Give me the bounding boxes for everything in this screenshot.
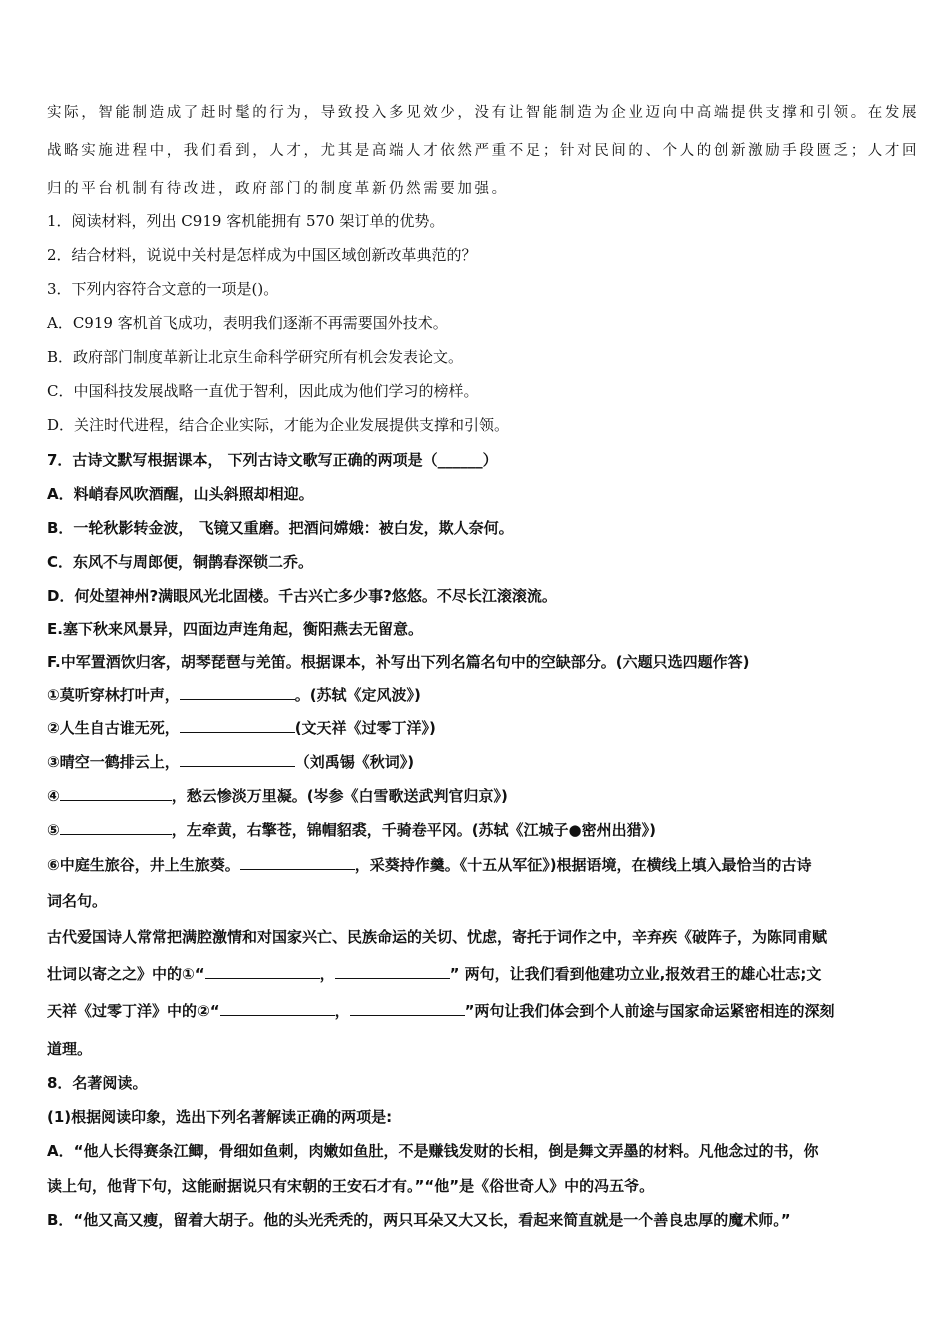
fill-item-5: ⑤ ，左牵黄，右擎苍，锦帽貂裘，千骑卷平冈。(苏轼《江城子●密州出猎》) (47, 821, 657, 839)
question-8-option-a-line-1: A．“他人长得赛条江鲫，骨细如鱼刺，肉嫩如鱼肚，不是赚钱发财的长相，倒是舞文弄墨的材料。凡他念过的书，你 (47, 1142, 819, 1160)
fill-item-6: ⑥中庭生旅谷，井上生旅葵。 ，采葵持作羹。《十五从军征》)根据语境，在横线上填入最恰当的古诗 (47, 856, 812, 874)
answer-blank-8[interactable] (335, 964, 450, 979)
question-3-option-b: B．政府部门制度革新让北京生命科学研究所有机会发表论文。 (47, 348, 464, 366)
question-8-option-b: B．“他又高又瘦，留着大胡子。他的头光秃秃的，两只耳朵又大又长，看起来简直就是一个善良忠厚的魔术师。” (47, 1211, 791, 1229)
question-3-option-d: D．关注时代进程，结合企业实际，才能为企业发展提供支撑和引领。 (47, 416, 510, 434)
question-3-option-a: A．C919 客机首飞成功，表明我们逐渐不再需要国外技术。 (47, 314, 448, 332)
fill-tail: 词名句。 (47, 892, 108, 910)
answer-blank-7[interactable] (205, 964, 320, 979)
question-7-option-a: A．料峭春风吹酒醒，山头斜照却相迎。 (47, 485, 314, 503)
question-7-option-c: C．东风不与周郎便，铜鹊春深锁二乔。 (47, 553, 314, 571)
paragraph-line-2: 壮词以寄之之》中的①“ ， ” 两句，让我们看到他建功立业,报效君王的雄心壮志;文 (47, 965, 822, 983)
paragraph-line-4: 道理。 (47, 1040, 93, 1058)
answer-blank-3[interactable] (180, 752, 295, 767)
intro-line-1: 实际，智能制造成了赶时髦的行为，导致投入多见效少，没有让智能制造为企业迈向中高端提供支撑和引领。在发展 (47, 105, 920, 121)
question-1: 1．阅读材料，列出 C919 客机能拥有 570 架订单的优势。 (47, 212, 445, 230)
answer-blank-10[interactable] (350, 1001, 465, 1016)
question-8-sub1: (1)根据阅读印象，选出下列名著解读正确的两项是: (47, 1108, 393, 1126)
paragraph-line-3: 天祥《过零丁洋》中的②“ ， ”两句让我们体会到个人前途与国家命运紧密相连的深刻 (47, 1002, 835, 1020)
intro-line-2: 战略实施进程中，我们看到，人才，尤其是高端人才依然严重不足；针对民间的、个人的创新激励手段匮乏；人才回 (47, 143, 920, 159)
question-8-stem: 8．名著阅读。 (47, 1074, 148, 1092)
answer-blank-4[interactable] (60, 786, 172, 801)
answer-blank-2[interactable] (180, 718, 295, 733)
question-3-option-c: C．中国科技发展战略一直优于智利，因此成为他们学习的榜样。 (47, 382, 479, 400)
intro-line-3: 归的平台机制有待改进，政府部门的制度革新仍然需要加强。 (47, 181, 509, 197)
question-7-option-b: B．一轮秋影转金波， 飞镜又重磨。把酒问嫦娥：被白发，欺人奈何。 (47, 519, 514, 537)
question-7-option-f: F.中军置酒饮归客，胡琴琵琶与羌笛。根据课本，补写出下列名篇名句中的空缺部分。(六题只选四题作答) (47, 653, 750, 671)
fill-item-4: ④ ，愁云惨淡万里凝。(岑参《白雪歌送武判官归京》) (47, 787, 508, 805)
fill-item-3: ③晴空一鹤排云上， （刘禹锡《秋词》) (47, 753, 415, 771)
paragraph-line-1: 古代爱国诗人常常把满腔激情和对国家兴亡、民族命运的关切、忧虑，寄托于词作之中，辛弃疾《破阵子，为陈同甫赋 (47, 928, 828, 946)
question-7-option-d: D．何处望神州?满眼风光北固楼。千古兴亡多少事?悠悠。不尽长江滚滚流。 (47, 587, 557, 605)
answer-blank-9[interactable] (220, 1001, 335, 1016)
fill-item-1: ①莫听穿林打叶声， 。(苏轼《定风波》) (47, 686, 421, 704)
question-7-option-e: E.塞下秋来风景异，四面边声连角起，衡阳燕去无留意。 (47, 620, 423, 638)
fill-item-2: ②人生自古谁无死， (文天祥《过零丁洋》) (47, 719, 436, 737)
question-2: 2．结合材料，说说中关村是怎样成为中国区域创新改革典范的？ (47, 246, 477, 264)
question-7-stem: 7．古诗文默写根据课本， 下列古诗文歌写正确的两项是（______） (47, 451, 498, 469)
answer-blank-1[interactable] (180, 685, 295, 700)
answer-blank-5[interactable] (60, 820, 172, 835)
question-8-option-a-line-2: 读上句，他背下句，这能耐据说只有宋朝的王安石才有。”“他”是《俗世奇人》中的冯五爷。 (47, 1177, 655, 1195)
question-3: 3．下列内容符合文意的一项是()。 (47, 280, 279, 298)
answer-blank-6[interactable] (240, 855, 355, 870)
